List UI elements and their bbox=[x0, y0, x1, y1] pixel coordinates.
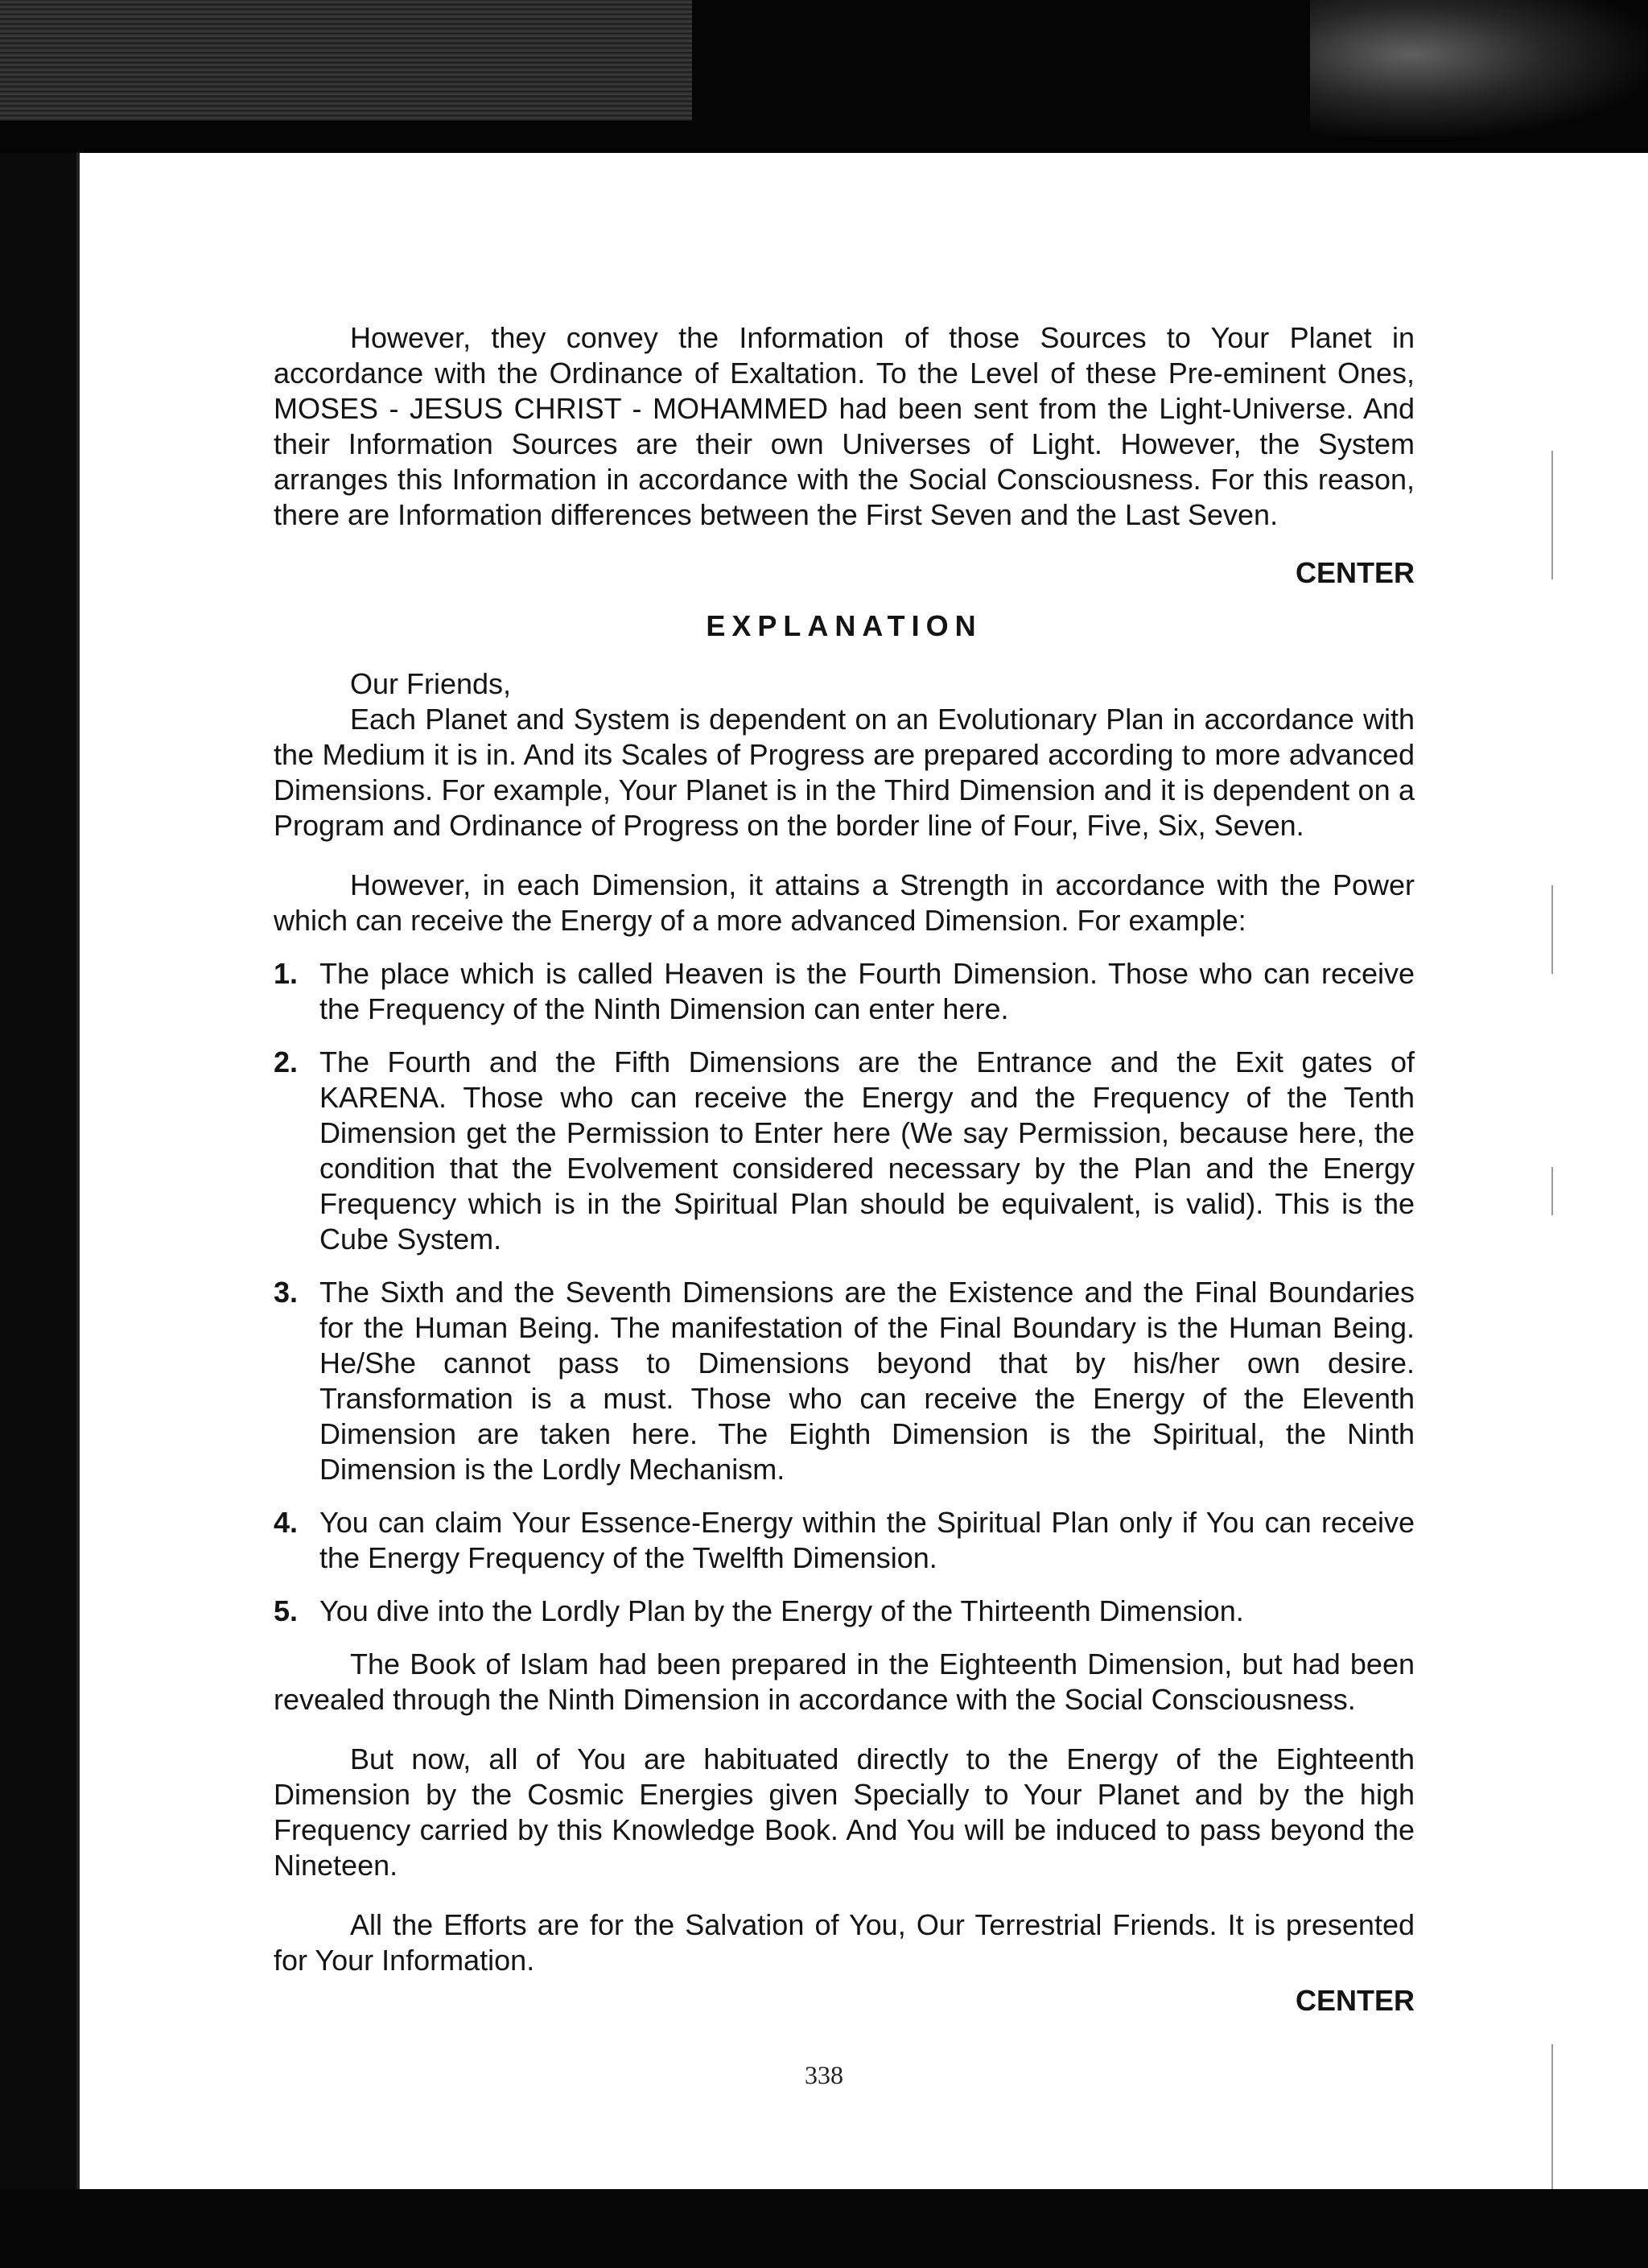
scan-smear-right bbox=[1310, 0, 1648, 137]
dimension-list bbox=[274, 956, 1415, 1629]
list-item-text: You can claim Your Essence-Energy within the Spiritual Plan only if You can receive the Energy Frequency of the Twelfth Dimension. bbox=[319, 1506, 1415, 1574]
scan-edge-mark bbox=[1551, 451, 1553, 579]
list-item-number: 2. bbox=[274, 1045, 299, 1078]
paragraph-salvation: All the Efforts are for the Salvation of You, Our Terrestrial Friends. It is presented for Your Information. bbox=[274, 1908, 1415, 1977]
center-signature-top: CENTER bbox=[1295, 556, 1415, 589]
list-item-number: 4. bbox=[274, 1506, 299, 1539]
paragraph-book-of-islam: The Book of Islam had been prepared in the Eighteenth Dimension, but had been revealed through the Ninth Dimension in accordance with the Social Consciousness. bbox=[274, 1647, 1415, 1716]
list-item-text: You dive into the Lordly Plan by the Energy of the Thirteenth Dimension. bbox=[319, 1594, 1244, 1627]
section-heading: EXPLANATION bbox=[706, 609, 983, 642]
page-number: 338 bbox=[805, 2060, 843, 2089]
list-item bbox=[274, 1505, 1415, 1576]
paragraph-evolutionary-plan: Each Planet and System is dependent on an Evolutionary Plan in accordance with the Medium it is in. And its Scales of Progress are prepared according to more advanced Dimensions. For example, Your Planet is in the Third Dimension and it is dependent on a Program and Ordinance of Progress on the border line of Four, Five, Six, Seven. bbox=[274, 703, 1415, 842]
scan-edge-mark bbox=[1551, 885, 1553, 974]
scan-edge-mark bbox=[1551, 1167, 1553, 1215]
list-item-text: The Sixth and the Seventh Dimensions are the Existence and the Final Boundaries for the Human Being. The manifestation of the Final Boundary is the Human Being. He/She cannot pass to Dimensions beyond that by his/her own desire. Transformation is a must. Those who can receive the Energy of the Eleventh Dimension are taken here. The Eighth Dimension is the Spiritual, the Ninth Dimension is the Lordly Mechanism. bbox=[319, 1276, 1415, 1486]
center-signature-bottom: CENTER bbox=[1295, 1984, 1415, 2017]
scan-top-border bbox=[0, 0, 1648, 153]
scan-bottom-border bbox=[0, 2189, 1648, 2268]
list-item bbox=[274, 1045, 1415, 1257]
salutation: Our Friends, bbox=[350, 667, 512, 700]
paragraph-dimension-strength: However, in each Dimension, it attains a Strength in accordance with the Power which can receive the Energy of a more advanced Dimension. For example: bbox=[274, 868, 1415, 937]
list-item-text: The Fourth and the Fifth Dimensions are the Entrance and the Exit gates of KARENA. Those who can receive the Energy and the Frequency of the Tenth Dimension get the Permission to Enter here (We say Permission, because here, the condition that the Evolvement considered necessary by the Plan and the Energy Frequency which is in the Spiritual Plan should be equivalent, is valid). This is the Cube System. bbox=[319, 1045, 1415, 1256]
paragraph-cosmic-energies: But now, all of You are habituated directly to the Energy of the Eighteenth Dimension by the Cosmic Energies given Specially to Your Planet and by the high Frequency carried by this Knowledge Book. And You will be induced to pass beyond the Nineteen. bbox=[274, 1742, 1415, 1882]
list-item bbox=[274, 1594, 1415, 1629]
list-item-number: 1. bbox=[274, 957, 299, 990]
list-item-number: 3. bbox=[274, 1276, 299, 1309]
page-body bbox=[274, 320, 1415, 2019]
list-item-text: The place which is called Heaven is the Fourth Dimension. Those who can receive the Frequency of the Ninth Dimension can enter here. bbox=[319, 957, 1415, 1025]
scan-smear-left bbox=[0, 0, 692, 121]
list-item bbox=[274, 956, 1415, 1027]
list-item-number: 5. bbox=[274, 1594, 299, 1627]
intro-paragraph: However, they convey the Information of those Sources to Your Planet in accordance with the Ordinance of Exaltation. To the Level of these Pre-eminent Ones, MOSES - JESUS CHRIST - MOHAMMED had been sent from the Light-Universe. And their Information Sources are their own Universes of Light. However, the System arranges this Information in accordance with the Social Consciousness. For this reason, there are Information differences between the First Seven and the Last Seven. bbox=[274, 321, 1415, 531]
list-item bbox=[274, 1275, 1415, 1487]
